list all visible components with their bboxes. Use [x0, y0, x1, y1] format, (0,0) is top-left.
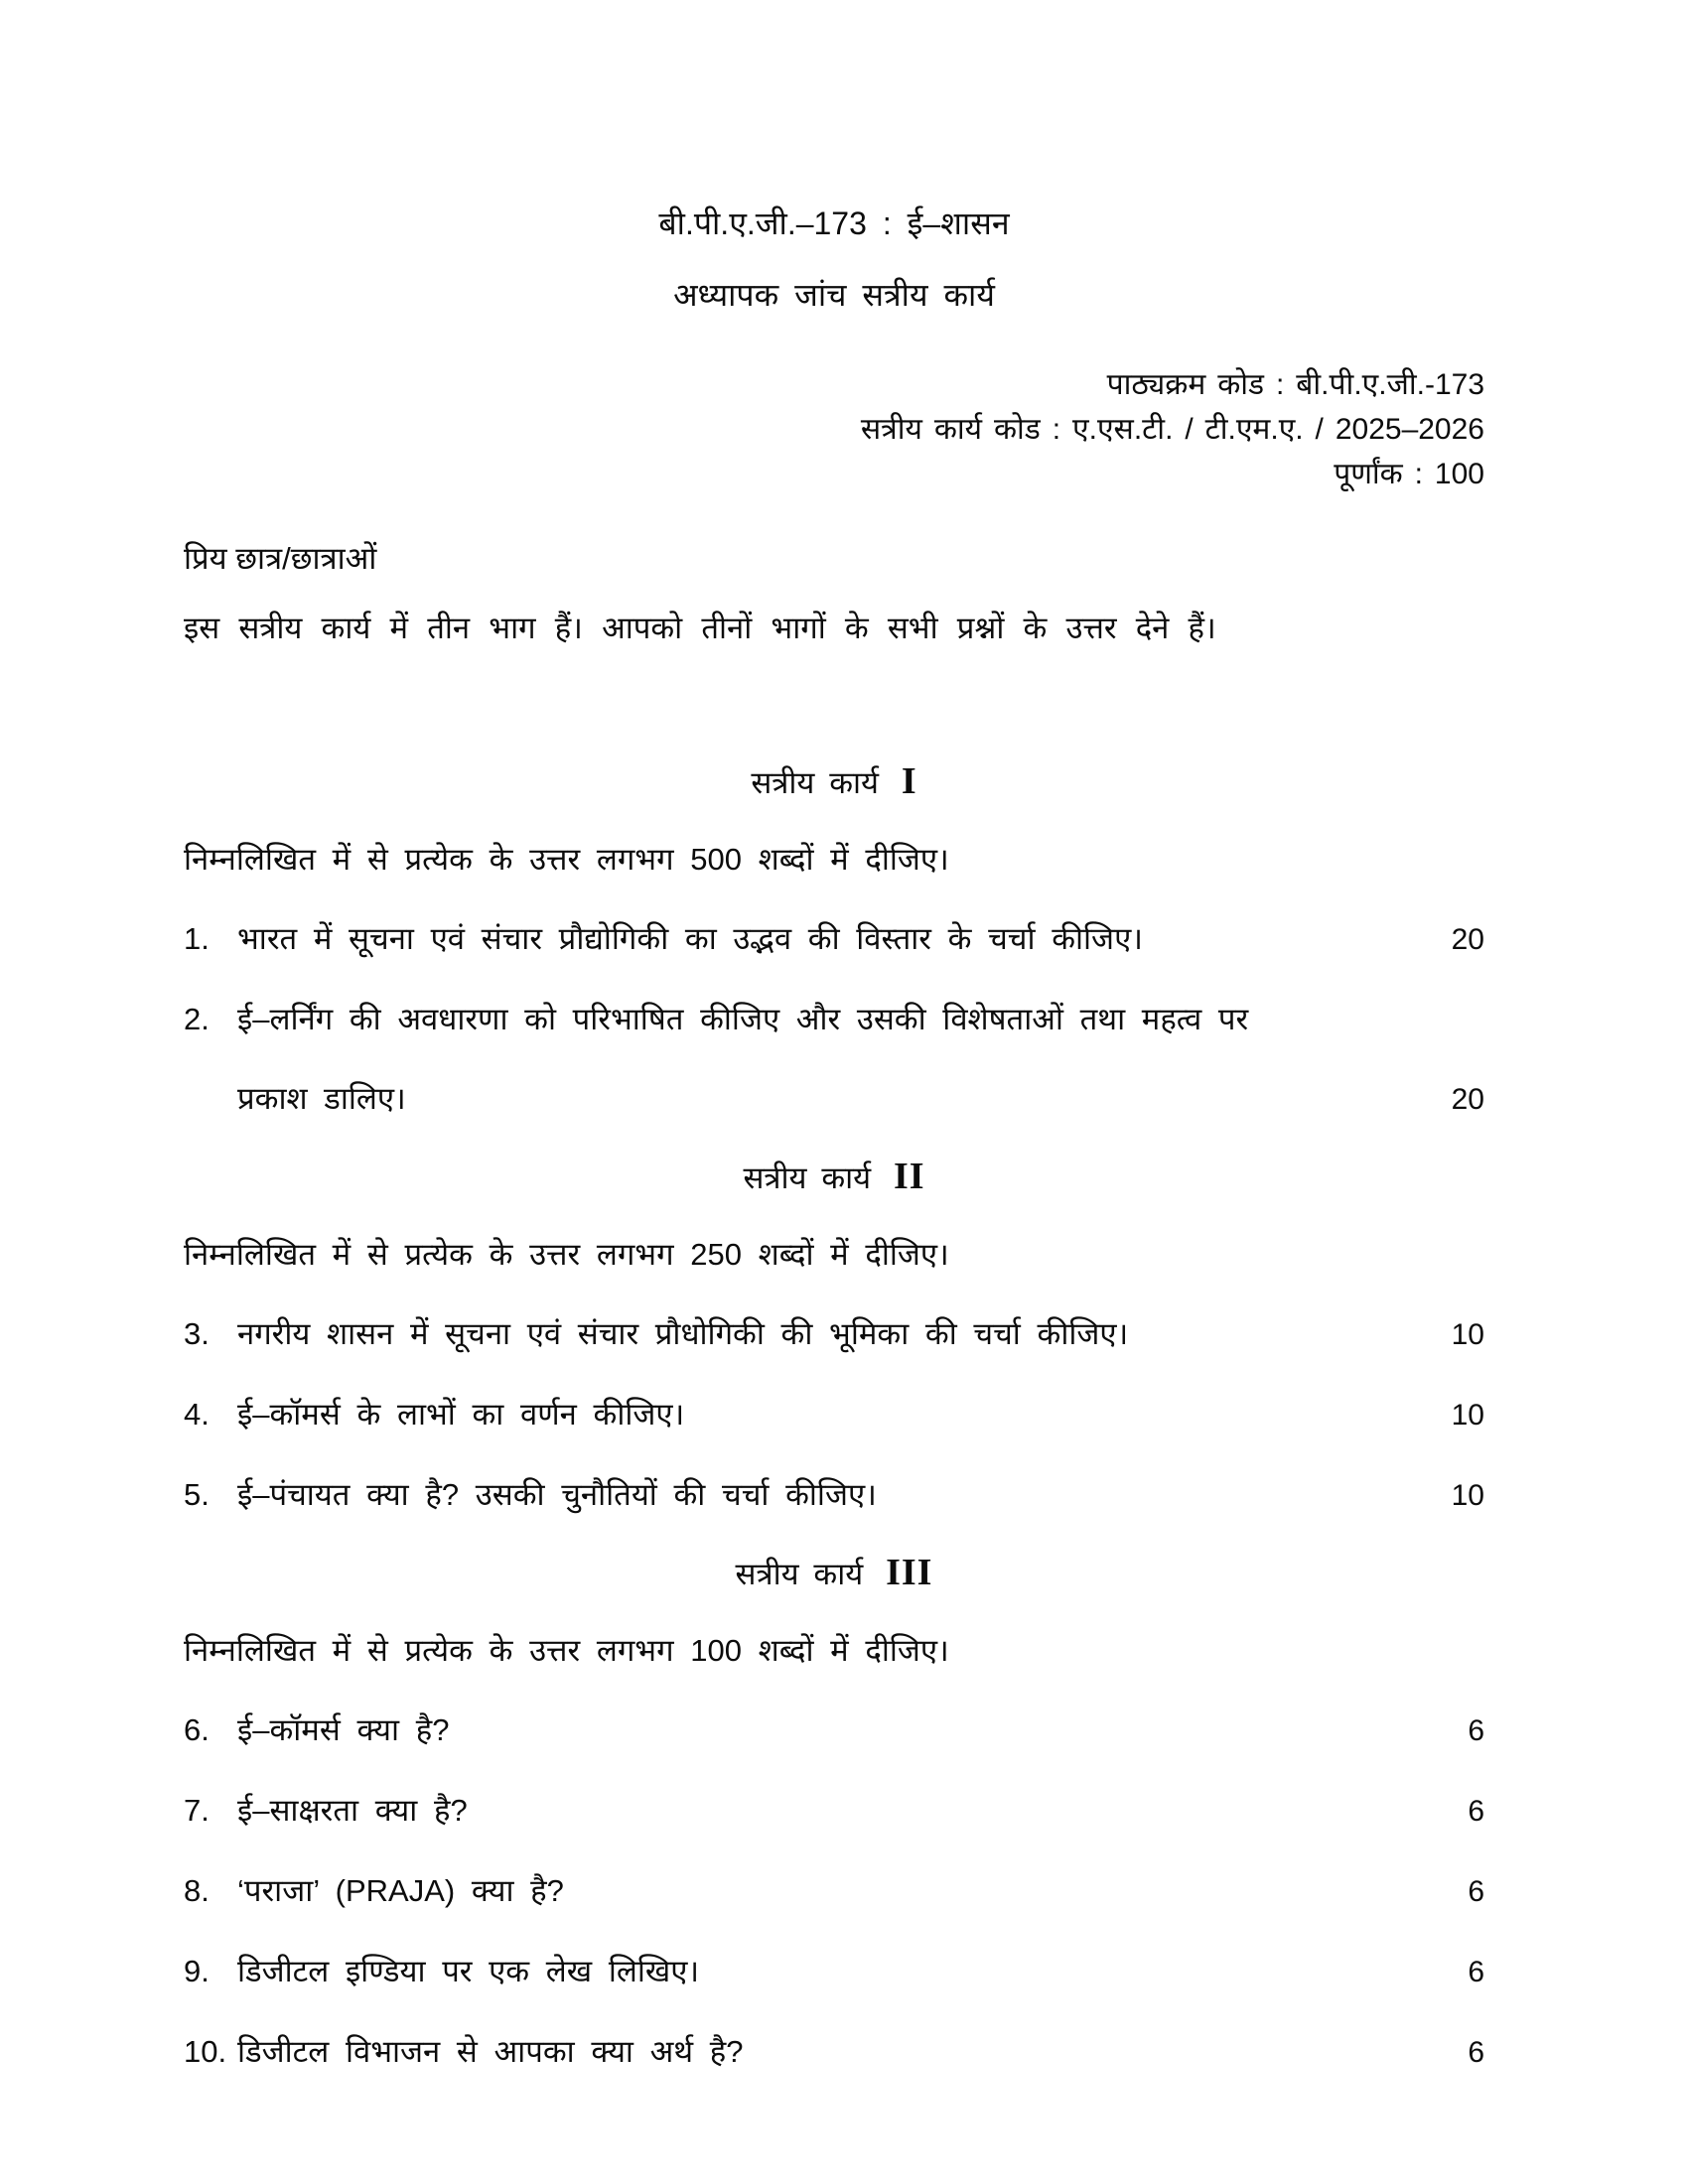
section-heading: [184, 1155, 1484, 1200]
question-number: 9.: [184, 1954, 210, 1988]
question-marks: 6: [1468, 1714, 1484, 1747]
max-marks-line: पूर्णांक : 100: [1334, 458, 1484, 490]
question-marks: 6: [1468, 2036, 1484, 2069]
question-row: [184, 1001, 1484, 1119]
question-number: 6.: [184, 1712, 210, 1747]
question-row: [184, 1476, 1484, 1515]
question-row: [184, 2033, 1484, 2072]
question-text: प्रकाश डालिए।: [237, 1081, 406, 1116]
question-number: 8.: [184, 1873, 210, 1908]
question-list: [184, 1711, 1484, 2072]
question-marks: 10: [1451, 1318, 1484, 1351]
question-line: [184, 1476, 1484, 1515]
section-heading-numeral: III: [886, 1552, 933, 1593]
question-list: [184, 1315, 1484, 1515]
question-row: [184, 920, 1484, 959]
question-text: नगरीय शासन में सूचना एवं संचार प्रौधोगिकी की भूमिका की चर्चा कीजिए।: [237, 1316, 1129, 1351]
question-text: ‘पराजा’ (PRAJA) क्या है?: [237, 1873, 564, 1908]
question-row: [184, 1711, 1484, 1750]
question-number: 3.: [184, 1316, 210, 1351]
question-row: [184, 1792, 1484, 1831]
assignment-section: [184, 759, 1484, 1119]
question-text: भारत में सूचना एवं संचार प्रौद्योगिकी का उद्भव की विस्तार के चर्चा कीजिए।: [237, 921, 1143, 956]
question-row: [184, 1315, 1484, 1354]
question-line: [184, 1711, 1484, 1750]
sections-container: [184, 759, 1484, 2072]
question-number: 4.: [184, 1397, 210, 1432]
question-text: डिजीटल इण्डिया पर एक लेख लिखिए।: [237, 1954, 700, 1988]
question-marks: 6: [1468, 1875, 1484, 1908]
section-heading-numeral: II: [893, 1156, 925, 1197]
question-number: 5.: [184, 1477, 210, 1512]
course-title: बी.पी.ए.जी.–173 : ई–शासन: [658, 205, 1010, 241]
assignment-section: [184, 1551, 1484, 2072]
section-heading-text: सत्रीय कार्य: [751, 765, 880, 800]
course-code-line: पाठ्यक्रम कोड : बी.पी.ए.जी.-173: [1106, 368, 1484, 401]
question-row: [184, 1396, 1484, 1434]
section-heading-text: सत्रीय कार्य: [735, 1557, 864, 1591]
question-line: [184, 1001, 1484, 1038]
question-line: [184, 2033, 1484, 2072]
question-marks: 10: [1451, 1479, 1484, 1512]
section-instruction: निम्नलिखित में से प्रत्येक के उत्तर लगभग 100 शब्दों में दीजिए।: [184, 1633, 949, 1668]
question-number: 7.: [184, 1793, 210, 1828]
assignment-type-title: अध्यापक जांच सत्रीय कार्य: [673, 277, 995, 313]
question-text: ई–साक्षरता क्या है?: [237, 1793, 468, 1828]
intro-note: इस सत्रीय कार्य में तीन भाग हैं। आपको तीनों भागों के सभी प्रश्नों के उत्तर देने हैं।: [184, 611, 1216, 645]
question-line: [184, 1792, 1484, 1831]
question-line: [184, 1315, 1484, 1354]
assignment-code-line: सत्रीय कार्य कोड : ए.एस.टी. / टी.एम.ए. / 2025–2026: [860, 413, 1484, 446]
question-text: ई–पंचायत क्या है? उसकी चुनौतियों की चर्चा कीजिए।: [237, 1477, 877, 1512]
question-number: 1.: [184, 921, 210, 956]
question-marks: 10: [1451, 1399, 1484, 1432]
question-list: [184, 920, 1484, 1119]
question-line: [184, 1080, 1484, 1119]
section-instruction: निम्नलिखित में से प्रत्येक के उत्तर लगभग 500 शब्दों में दीजिए।: [184, 842, 949, 877]
question-marks: 20: [1451, 1083, 1484, 1116]
section-heading-text: सत्रीय कार्य: [743, 1160, 872, 1195]
question-marks: 20: [1451, 923, 1484, 956]
question-line: [184, 1872, 1484, 1911]
salutation-line: प्रिय छात्र/छात्राओं: [184, 541, 377, 576]
question-text: डिजीटल विभाजन से आपका क्या अर्थ है?: [237, 2034, 744, 2069]
question-line: [184, 1953, 1484, 1991]
question-number: 10.: [184, 2034, 227, 2069]
assignment-section: [184, 1155, 1484, 1515]
question-line: [184, 920, 1484, 959]
question-line: [184, 1396, 1484, 1434]
section-heading-numeral: I: [901, 760, 917, 802]
question-text: ई–कॉमर्स क्या है?: [237, 1712, 450, 1747]
section-heading: [184, 759, 1484, 805]
question-marks: 6: [1468, 1795, 1484, 1828]
assignment-meta-block: [184, 362, 1484, 496]
question-text: ई–कॉमर्स के लाभों का वर्णन कीजिए।: [237, 1397, 685, 1432]
question-row: [184, 1872, 1484, 1911]
section-heading: [184, 1551, 1484, 1596]
question-number: 2.: [184, 1002, 210, 1036]
question-row: [184, 1953, 1484, 1991]
section-instruction: निम्नलिखित में से प्रत्येक के उत्तर लगभग 250 शब्दों में दीजिए।: [184, 1237, 949, 1272]
question-text: ई–लर्निंग की अवधारणा को परिभाषित कीजिए और उसकी विशेषताओं तथा महत्व पर: [237, 1002, 1249, 1036]
question-marks: 6: [1468, 1956, 1484, 1988]
